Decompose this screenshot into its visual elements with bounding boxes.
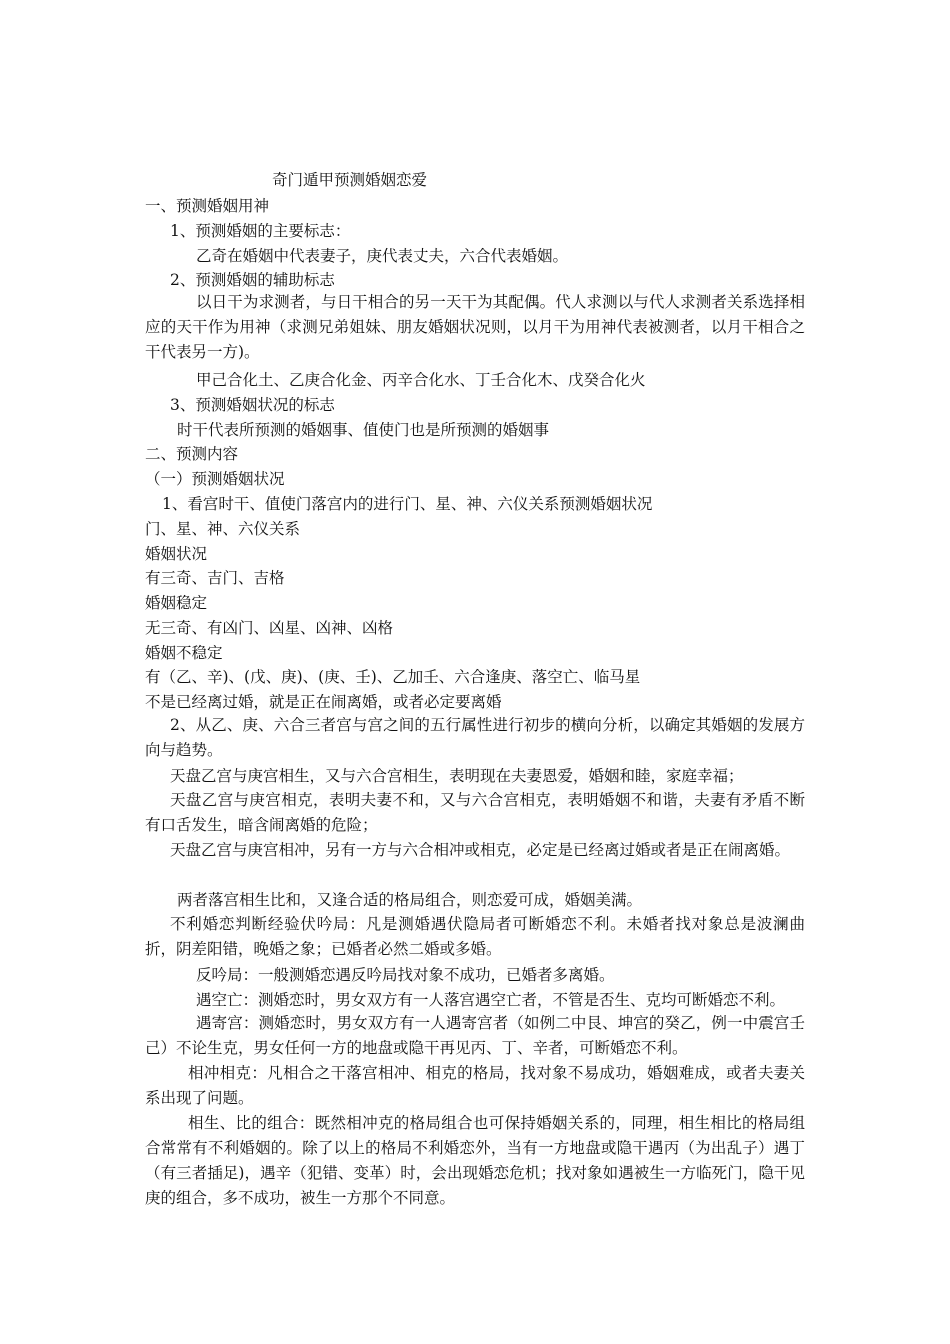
paragraph: 以日干为求测者，与日干相合的另一天干为其配偶。代人求测以与代人求测者关系选择相应的天干作为用神（求测兄弟姐妹、朋友婚姻状况则，以月干为用神代表被测者，以月干相合之干代表另一方)。 <box>145 293 805 361</box>
text-line: 两者落宫相生比和，又逢合适的格局组合，则恋爱可成，婚姻美满。 <box>177 891 643 909</box>
text-line: 婚姻稳定 <box>145 594 208 612</box>
text-line: 有三奇、吉门、吉格 <box>145 569 285 587</box>
text-line: 天盘乙宫与庚宫相生，又与六合宫相生，表明现在夫妻恩爱，婚姻和睦，家庭幸福； <box>170 767 744 785</box>
subheading-1-3: 3、预测婚姻状况的标志 <box>170 396 335 414</box>
section-heading-1: 一、预测婚姻用神 <box>145 197 270 215</box>
paragraph: 天盘乙宫与庚宫相克，表明夫妻不和，又与六合宫相克，表明婚姻不和谐，夫妻有矛盾不断有口舌发生，暗含闹离婚的危险； <box>145 791 805 834</box>
text-line: 遇空亡：测婚恋时，男女双方有一人落宫遇空亡者，不管是否生、克均可断婚恋不利。 <box>196 991 786 1009</box>
paragraph: 天盘乙宫与庚宫相冲，另有一方与六合相冲或相克，必定是已经离过婚或者是正在闹离婚。 <box>170 841 791 859</box>
text-line: 1、看宫时干、值使门落宫内的进行门、星、神、六仪关系预测婚姻状况 <box>162 495 653 513</box>
text-line: 门、星、神、六仪关系 <box>145 520 301 538</box>
text-line: 时干代表所预测的婚姻事、值使门也是所预测的婚姻事 <box>177 421 550 439</box>
page-title: 奇门遁甲预测婚姻恋爱 <box>272 171 428 189</box>
text-line: 婚姻不稳定 <box>145 644 223 662</box>
subheading-1-2: 2、预测婚姻的辅助标志 <box>170 271 335 289</box>
paragraph: 不利婚恋判断经验伏吟局：凡是测婚遇伏隐局者可断婚恋不利。未婚者找对象总是波澜曲折，阴差阳错，晚婚之象；已婚者必然二婚或多婚。 <box>145 915 805 958</box>
subheading-1-1: 1、预测婚姻的主要标志： <box>170 222 351 240</box>
paragraph: 遇寄宫：测婚恋时，男女双方有一人遇寄宫者（如例二中艮、坤宫的癸乙，例一中震宫壬己）不论生克，男女任何一方的地盘或隐干再见丙、丁、辛者，可断婚恋不利。 <box>145 1014 805 1057</box>
section-heading-2: 二、预测内容 <box>145 445 239 463</box>
text-line: 乙奇在婚姻中代表妻子，庚代表丈夫，六合代表婚姻。 <box>196 247 569 265</box>
paragraph: 相生、比的组合：既然相冲克的格局组合也可保持婚姻关系的，同理，相生相比的格局组合常常有不利婚姻的。除了以上的格局不利婚恋外，当有一方地盘或隐干遇丙（为出乱子）遇丁（有三者插足)，遇辛（犯错、变革）时，会出现婚恋危机；找对象如遇被生一方临死门，隐干见庚的组合，多不成功，被生一方那个不同意。 <box>145 1114 805 1207</box>
paragraph: 相冲相克：凡相合之干落宫相冲、相克的格局，找对象不易成功，婚姻难成，或者夫妻关系出现了问题。 <box>145 1064 805 1107</box>
text-line: 有（乙、辛)、(戊、庚)、(庚、壬)、乙加壬、六合逢庚、落空亡、临马星 <box>145 668 641 686</box>
text-line: 婚姻状况 <box>145 545 208 563</box>
text-line: 不是已经离过婚，就是正在闹离婚，或者必定要离婚 <box>145 693 502 711</box>
text-line: 反吟局：一般测婚恋遇反吟局找对象不成功，已婚者多离婚。 <box>196 966 615 984</box>
subsection-heading: （一）预测婚姻状况 <box>145 470 285 488</box>
text-line: 甲己合化土、乙庚合化金、丙辛合化水、丁壬合化木、戊癸合化火 <box>196 371 646 389</box>
paragraph: 2、从乙、庚、六合三者宫与宫之间的五行属性进行初步的横向分析，以确定其婚姻的发展方向与趋势。 <box>145 716 805 759</box>
text-line: 无三奇、有凶门、凶星、凶神、凶格 <box>145 619 394 637</box>
